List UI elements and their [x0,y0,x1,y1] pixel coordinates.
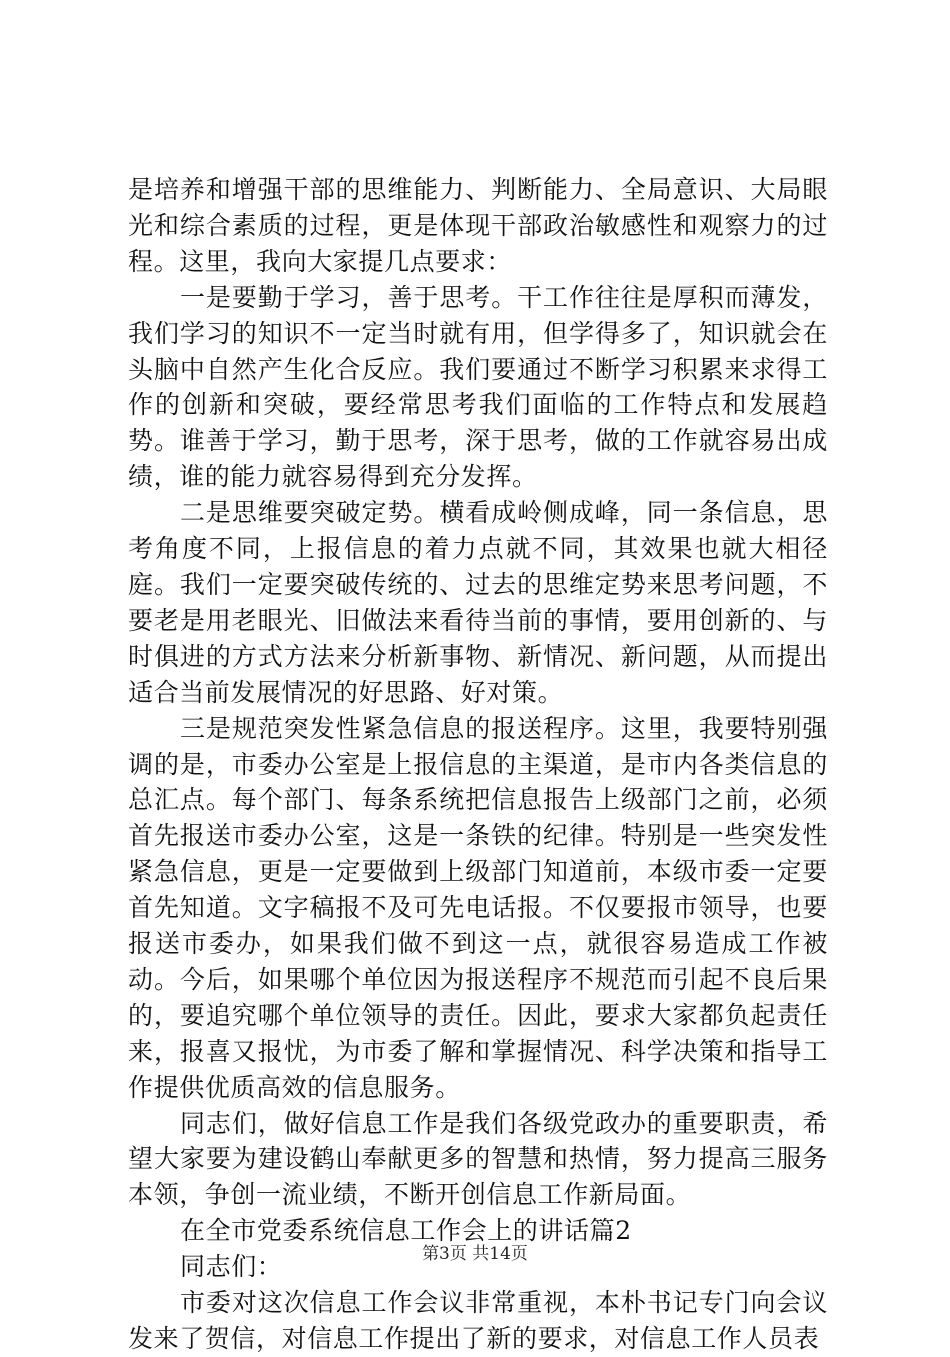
page-footer [0,1244,950,1264]
section-title: 在全市党委系统信息工作会上的讲话篇2 [180,1216,632,1246]
paragraph-point-one: 一是要勤于学习，善于思考。干工作往往是厚积而薄发，我们学习的知识不一定当时就有用，但学得多了，知识就会在头脑中自然产生化合反应。我们要通过不断学习积累来求得工作的创新和突破，要经常思考我们面临的工作特点和发展趋势。谁善于学习，勤于思考，深于思考，做的工作就容易出成绩，谁的能力就容易得到充分发挥。 [128,282,828,492]
paragraph-speech-two-opening: 市委对这次信息工作会议非常重视，本朴书记专门向会议发来了贺信，对信息工作提出了新的要求，对信息工作人员表 [128,1288,828,1353]
document-body [128,172,828,1357]
salutation: 同志们： [180,1252,283,1282]
paragraph-point-three: 三是规范突发性紧急信息的报送程序。这里，我要特别强调的是，市委办公室是上报信息的主渠道，是市内各类信息的总汇点。每个部门、每条系统把信息报告上级部门之前，必须首先报送市委办公室，这是一条铁的纪律。特别是一些突发性紧急信息，更是一定要做到上级部门知道前，本级市委一定要首先知道。文字稿报不及可先电话报。不仅要报市领导，也要报送市委办，如果我们做不到这一点，就很容易造成工作被动。今后，如果哪个单位因为报送程序不规范而引起不良后果的，要追究哪个单位领导的责任。因此，要求大家都负起责任来，报喜又报忧，为市委了解和掌握情况、科学决策和指导工作提供优质高效的信息服务。 [128,713,828,1102]
paragraph-closing: 同志们，做好信息工作是我们各级党政办的重要职责，希望大家要为建设鹤山奉献更多的智慧和热情，努力提高三服务本领，争创一流业绩，不断开创信息工作新局面。 [128,1108,828,1210]
paragraph-point-two: 二是思维要突破定势。横看成岭侧成峰，同一条信息，思考角度不同，上报信息的着力点就不同，其效果也就大相径庭。我们一定要突破传统的、过去的思维定势来思考问题，不要老是用老眼光、旧做法来看待当前的事情，要用创新的、与时俱进的方式方法来分析新事物、新情况、新问题，从而提出适合当前发展情况的好思路、好对策。 [128,498,828,707]
page-number: 第3页 共14页 [422,1244,528,1264]
paragraph-continuation: 是培养和增强干部的思维能力、判断能力、全局意识、大局眼光和综合素质的过程，更是体现干部政治敏感性和观察力的过程。这里，我向大家提几点要求： [128,175,828,276]
